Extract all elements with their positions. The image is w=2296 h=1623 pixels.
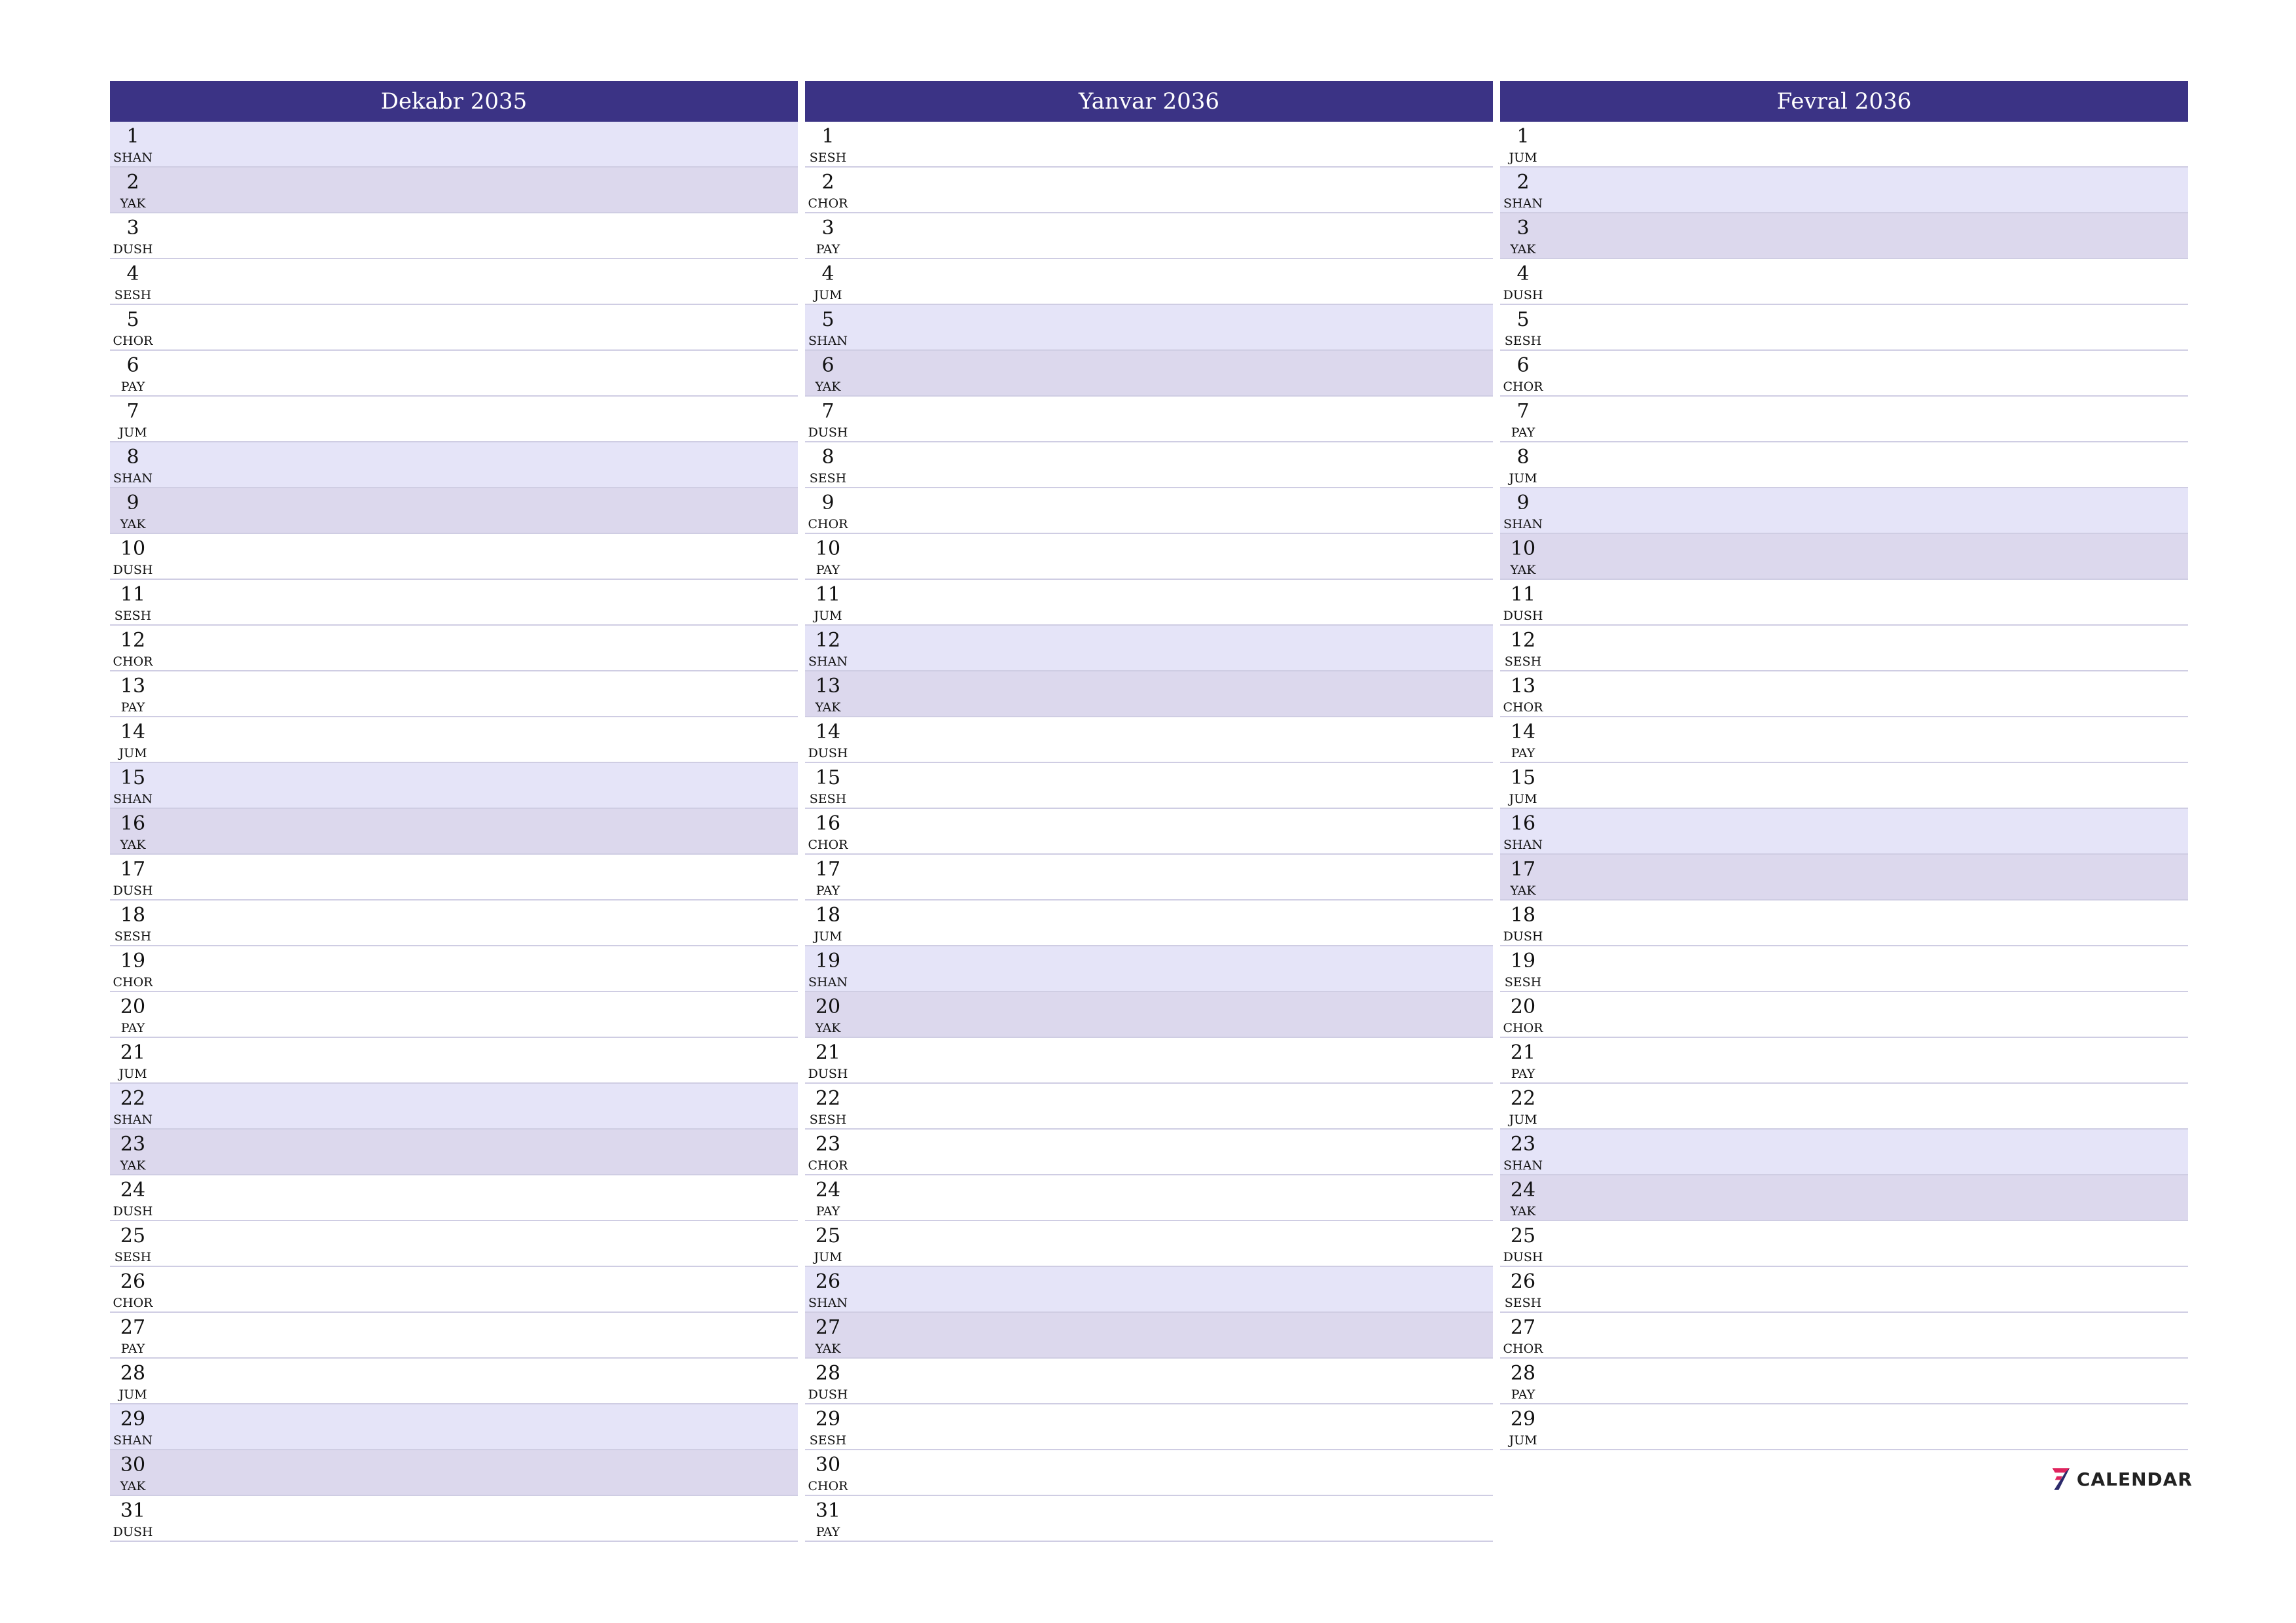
day-number: 20 (1510, 995, 1536, 1018)
day-row (1500, 580, 2188, 626)
day-number: 26 (120, 1270, 146, 1293)
weekday-name: SESH (809, 1113, 847, 1127)
day-number: 26 (1510, 1270, 1536, 1293)
day-row (1500, 259, 2188, 305)
day-row (1500, 442, 2188, 488)
day-number: 7 (1516, 400, 1530, 423)
weekday-name: YAK (815, 380, 841, 394)
day-number: 24 (120, 1179, 146, 1202)
weekday-name: PAY (120, 1021, 145, 1035)
weekday-name: JUM (118, 1387, 147, 1402)
day-number: 11 (120, 583, 146, 606)
weekday-name: JUM (118, 1067, 147, 1081)
seven-logo-icon (2049, 1461, 2072, 1497)
weekday-name: DUSH (808, 1067, 848, 1081)
weekday-name: DUSH (113, 883, 153, 898)
day-row (805, 397, 1493, 442)
weekday-name: SHAN (1503, 838, 1543, 852)
weekday-name: SHAN (808, 975, 848, 990)
day-number: 15 (1510, 766, 1536, 789)
day-row (110, 351, 798, 397)
weekday-name: YAK (1510, 242, 1536, 257)
weekday-name: SESH (809, 151, 847, 165)
weekday-name: CHOR (1503, 700, 1543, 715)
day-number: 1 (1516, 125, 1530, 148)
day-number: 6 (1516, 354, 1530, 377)
weekday-name: YAK (120, 1479, 146, 1493)
weekday-name: YAK (815, 1342, 841, 1356)
day-row (110, 1038, 798, 1084)
day-number: 6 (821, 354, 834, 377)
day-row (805, 855, 1493, 901)
calendar-months (110, 81, 2195, 1544)
day-row (110, 168, 798, 213)
weekday-name: YAK (1510, 1204, 1536, 1219)
day-number: 17 (815, 858, 841, 881)
weekday-name: SESH (1504, 654, 1542, 669)
weekday-name: YAK (815, 700, 841, 715)
day-row (110, 1130, 798, 1175)
day-number: 22 (120, 1087, 146, 1110)
day-row (805, 1359, 1493, 1404)
day-row (1500, 992, 2188, 1038)
day-row (110, 1359, 798, 1404)
day-row (110, 717, 798, 763)
day-row (110, 946, 798, 992)
day-number: 30 (120, 1454, 146, 1476)
day-number: 19 (1510, 950, 1536, 972)
weekday-name: CHOR (808, 1479, 848, 1493)
day-number: 16 (120, 812, 146, 835)
day-row (110, 442, 798, 488)
weekday-name: DUSH (1503, 1250, 1543, 1264)
day-number: 15 (120, 766, 146, 789)
day-row (805, 763, 1493, 809)
day-row (1500, 534, 2188, 580)
day-number: 21 (120, 1041, 146, 1064)
weekday-name: CHOR (808, 517, 848, 531)
day-row (1500, 397, 2188, 442)
weekday-name: CHOR (808, 838, 848, 852)
weekday-name: YAK (120, 196, 146, 211)
day-number: 11 (815, 583, 841, 606)
day-row (805, 580, 1493, 626)
day-row (805, 442, 1493, 488)
day-row (110, 855, 798, 901)
weekday-name: CHOR (1503, 1021, 1543, 1035)
day-row (805, 488, 1493, 534)
day-row (1500, 901, 2188, 946)
day-number: 18 (120, 904, 146, 927)
day-number: 25 (1510, 1224, 1536, 1247)
day-number: 7 (821, 400, 834, 423)
day-number: 6 (126, 354, 139, 377)
day-number: 27 (815, 1316, 841, 1339)
day-number: 23 (120, 1133, 146, 1156)
day-list (1500, 122, 2188, 1450)
weekday-name: DUSH (1503, 288, 1543, 302)
day-row (1500, 488, 2188, 534)
day-number: 18 (1510, 904, 1536, 927)
day-number: 17 (120, 858, 146, 881)
month-column-february (1500, 81, 2188, 1450)
day-number: 5 (126, 308, 139, 331)
weekday-name: YAK (120, 838, 146, 852)
day-number: 23 (815, 1133, 841, 1156)
weekday-name: YAK (120, 1158, 146, 1173)
day-number: 14 (120, 721, 146, 743)
day-number: 27 (1510, 1316, 1536, 1339)
day-row (110, 1404, 798, 1450)
day-number: 13 (815, 675, 841, 698)
day-row (805, 717, 1493, 763)
day-row (1500, 1130, 2188, 1175)
day-row (805, 305, 1493, 351)
day-number: 28 (1510, 1362, 1536, 1385)
day-row (1500, 168, 2188, 213)
weekday-name: YAK (1510, 883, 1536, 898)
weekday-name: DUSH (1503, 929, 1543, 944)
weekday-name: CHOR (808, 1158, 848, 1173)
day-row (1500, 626, 2188, 671)
weekday-name: CHOR (113, 975, 153, 990)
day-row (110, 305, 798, 351)
weekday-name: SHAN (113, 1113, 152, 1127)
day-number: 19 (120, 950, 146, 972)
day-row (110, 580, 798, 626)
weekday-name: CHOR (113, 334, 153, 348)
weekday-name: DUSH (113, 1525, 153, 1539)
weekday-name: SESH (114, 609, 152, 623)
day-row (110, 901, 798, 946)
day-number: 8 (126, 446, 139, 469)
weekday-name: SESH (114, 288, 152, 302)
day-row (805, 946, 1493, 992)
weekday-name: SESH (114, 1250, 152, 1264)
day-number: 22 (1510, 1087, 1536, 1110)
weekday-name: JUM (1509, 1433, 1537, 1448)
day-row (110, 259, 798, 305)
day-row (1500, 855, 2188, 901)
month-header: Yanvar 2036 (805, 81, 1493, 122)
day-row (110, 397, 798, 442)
day-row (1500, 809, 2188, 855)
day-number: 13 (1510, 675, 1536, 698)
day-number: 20 (120, 995, 146, 1018)
day-number: 24 (815, 1179, 841, 1202)
weekday-name: SHAN (113, 471, 152, 486)
day-row (805, 1404, 1493, 1450)
day-row (805, 1221, 1493, 1267)
day-number: 22 (815, 1087, 841, 1110)
day-number: 27 (120, 1316, 146, 1339)
day-row (110, 992, 798, 1038)
weekday-name: JUM (814, 288, 842, 302)
day-row (110, 1313, 798, 1359)
day-row (805, 671, 1493, 717)
weekday-name: SHAN (1503, 1158, 1543, 1173)
weekday-name: PAY (816, 563, 840, 577)
day-number: 30 (815, 1454, 841, 1476)
day-number: 14 (815, 721, 841, 743)
day-row (110, 488, 798, 534)
day-row (110, 1496, 798, 1542)
day-row (1500, 1175, 2188, 1221)
day-row (110, 534, 798, 580)
day-number: 16 (1510, 812, 1536, 835)
day-number: 10 (1510, 537, 1536, 560)
weekday-name: YAK (120, 517, 146, 531)
day-row (110, 671, 798, 717)
weekday-name: JUM (814, 1250, 842, 1264)
day-number: 13 (120, 675, 146, 698)
day-number: 3 (821, 217, 834, 240)
weekday-name: PAY (816, 1204, 840, 1219)
weekday-name: PAY (816, 1525, 840, 1539)
weekday-name: SHAN (113, 792, 152, 806)
day-number: 1 (126, 125, 139, 148)
day-row (1500, 1404, 2188, 1450)
weekday-name: SHAN (808, 654, 848, 669)
day-row (805, 992, 1493, 1038)
day-row (805, 1084, 1493, 1130)
weekday-name: SESH (1504, 975, 1542, 990)
weekday-name: SHAN (808, 1296, 848, 1310)
day-row (110, 1450, 798, 1496)
weekday-name: CHOR (1503, 1342, 1543, 1356)
weekday-name: JUM (1509, 1113, 1537, 1127)
weekday-name: DUSH (113, 242, 153, 257)
day-row (805, 809, 1493, 855)
day-row (805, 1175, 1493, 1221)
day-number: 25 (120, 1224, 146, 1247)
day-number: 10 (120, 537, 146, 560)
day-row (110, 1084, 798, 1130)
day-number: 23 (1510, 1133, 1536, 1156)
day-number: 19 (815, 950, 841, 972)
day-number: 17 (1510, 858, 1536, 881)
day-row (1500, 305, 2188, 351)
day-row (805, 122, 1493, 168)
day-number: 7 (126, 400, 139, 423)
day-number: 9 (821, 491, 834, 514)
day-row (805, 534, 1493, 580)
day-row (1500, 946, 2188, 992)
weekday-name: CHOR (808, 196, 848, 211)
day-number: 9 (1516, 491, 1530, 514)
day-list (110, 122, 798, 1542)
day-number: 18 (815, 904, 841, 927)
day-number: 12 (1510, 629, 1536, 652)
day-number: 31 (120, 1499, 146, 1522)
day-row (1500, 717, 2188, 763)
day-number: 29 (1510, 1408, 1536, 1431)
day-number: 12 (120, 629, 146, 652)
day-number: 8 (821, 446, 834, 469)
day-row (1500, 351, 2188, 397)
day-row (110, 763, 798, 809)
weekday-name: SESH (1504, 334, 1542, 348)
day-number: 31 (815, 1499, 841, 1522)
month-header: Fevral 2036 (1500, 81, 2188, 122)
day-row (110, 626, 798, 671)
day-number: 2 (821, 171, 834, 194)
day-number: 5 (1516, 308, 1530, 331)
day-number: 29 (120, 1408, 146, 1431)
day-row (1500, 671, 2188, 717)
weekday-name: PAY (1511, 746, 1535, 760)
day-number: 1 (821, 125, 834, 148)
day-row (805, 213, 1493, 259)
weekday-name: CHOR (1503, 380, 1543, 394)
weekday-name: SESH (809, 1433, 847, 1448)
weekday-name: JUM (118, 746, 147, 760)
day-row (805, 901, 1493, 946)
day-row (110, 1175, 798, 1221)
weekday-name: CHOR (113, 1296, 153, 1310)
weekday-name: PAY (816, 242, 840, 257)
day-row (110, 1267, 798, 1313)
day-number: 24 (1510, 1179, 1536, 1202)
day-row (1500, 1267, 2188, 1313)
day-number: 5 (821, 308, 834, 331)
day-row (110, 213, 798, 259)
month-header: Dekabr 2035 (110, 81, 798, 122)
day-row (805, 1313, 1493, 1359)
day-row (1500, 763, 2188, 809)
weekday-name: DUSH (113, 1204, 153, 1219)
weekday-name: PAY (1511, 1067, 1535, 1081)
day-row (1500, 1221, 2188, 1267)
day-row (805, 1130, 1493, 1175)
day-row (805, 1450, 1493, 1496)
weekday-name: SESH (809, 792, 847, 806)
weekday-name: DUSH (808, 425, 848, 440)
day-row (1500, 122, 2188, 168)
day-number: 14 (1510, 721, 1536, 743)
weekday-name: JUM (118, 425, 147, 440)
weekday-name: PAY (120, 380, 145, 394)
weekday-name: JUM (814, 609, 842, 623)
day-number: 28 (815, 1362, 841, 1385)
weekday-name: PAY (1511, 425, 1535, 440)
day-row (805, 626, 1493, 671)
weekday-name: PAY (816, 883, 840, 898)
day-row (1500, 213, 2188, 259)
day-number: 3 (126, 217, 139, 240)
day-number: 4 (1516, 262, 1530, 285)
day-number: 16 (815, 812, 841, 835)
day-list (805, 122, 1493, 1542)
day-number: 4 (126, 262, 139, 285)
weekday-name: DUSH (1503, 609, 1543, 623)
day-number: 11 (1510, 583, 1536, 606)
day-row (110, 122, 798, 168)
day-number: 29 (815, 1408, 841, 1431)
day-row (805, 259, 1493, 305)
weekday-name: PAY (1511, 1387, 1535, 1402)
day-row (805, 1038, 1493, 1084)
brand-logo (2049, 1459, 2193, 1499)
day-number: 25 (815, 1224, 841, 1247)
weekday-name: PAY (120, 700, 145, 715)
weekday-name: JUM (814, 929, 842, 944)
day-row (1500, 1359, 2188, 1404)
day-number: 4 (821, 262, 834, 285)
day-row (1500, 1313, 2188, 1359)
weekday-name: SHAN (113, 1433, 152, 1448)
weekday-name: JUM (1509, 151, 1537, 165)
weekday-name: SESH (114, 929, 152, 944)
day-number: 15 (815, 766, 841, 789)
day-number: 12 (815, 629, 841, 652)
weekday-name: SHAN (1503, 517, 1543, 531)
day-row (805, 351, 1493, 397)
weekday-name: PAY (120, 1342, 145, 1356)
day-number: 9 (126, 491, 139, 514)
day-number: 10 (815, 537, 841, 560)
weekday-name: SESH (1504, 1296, 1542, 1310)
day-number: 21 (815, 1041, 841, 1064)
day-row (805, 168, 1493, 213)
weekday-name: JUM (1509, 471, 1537, 486)
day-number: 2 (1516, 171, 1530, 194)
day-number: 20 (815, 995, 841, 1018)
weekday-name: SHAN (113, 151, 152, 165)
day-number: 28 (120, 1362, 146, 1385)
day-row (110, 1221, 798, 1267)
day-row (805, 1496, 1493, 1542)
weekday-name: SHAN (808, 334, 848, 348)
weekday-name: CHOR (113, 654, 153, 669)
day-number: 26 (815, 1270, 841, 1293)
day-row (1500, 1038, 2188, 1084)
day-number: 3 (1516, 217, 1530, 240)
month-column-january (805, 81, 1493, 1542)
day-row (110, 809, 798, 855)
month-column-december (110, 81, 798, 1542)
weekday-name: DUSH (113, 563, 153, 577)
day-row (805, 1267, 1493, 1313)
day-number: 8 (1516, 446, 1530, 469)
weekday-name: DUSH (808, 746, 848, 760)
day-row (1500, 1084, 2188, 1130)
logo-text: CALENDAR (2076, 1468, 2193, 1490)
weekday-name: SHAN (1503, 196, 1543, 211)
weekday-name: YAK (815, 1021, 841, 1035)
weekday-name: SESH (809, 471, 847, 486)
weekday-name: DUSH (808, 1387, 848, 1402)
weekday-name: JUM (1509, 792, 1537, 806)
weekday-name: YAK (1510, 563, 1536, 577)
day-number: 21 (1510, 1041, 1536, 1064)
day-number: 2 (126, 171, 139, 194)
